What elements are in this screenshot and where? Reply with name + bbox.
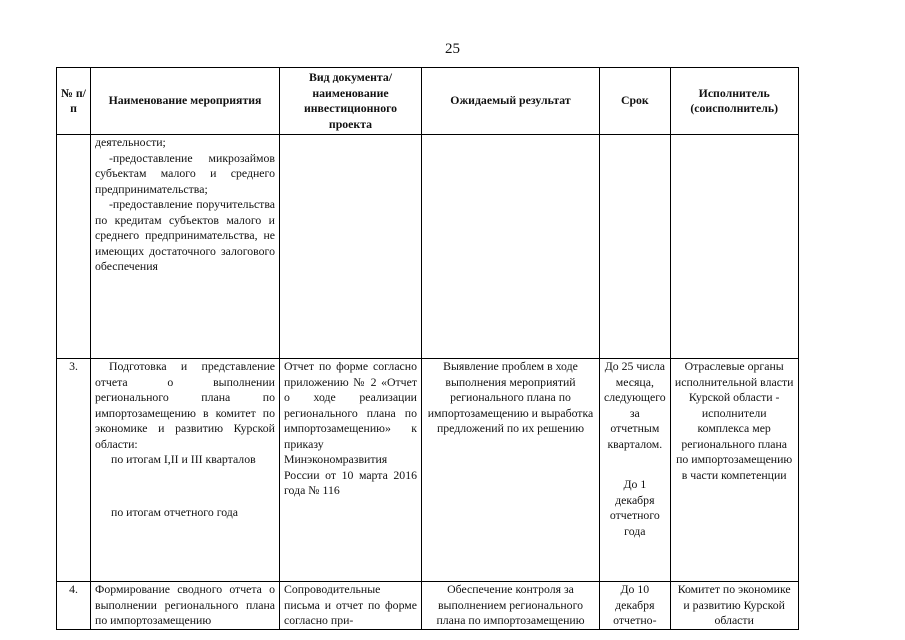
cell-result: Выявление проблем в ходе выполнения мероприятий регионального плана по импортозамещению и выработка предложений по их решению: [422, 359, 600, 582]
continuation-line: деятельности;: [95, 135, 166, 149]
header-num: № п/п: [57, 68, 91, 135]
cell-term: До 10 декабря отчетно-: [600, 582, 671, 630]
cell-executor: Отраслевые органы исполнительной власти Курской области - исполнители комплекса мер регионального плана по импортозамещению в части компетенции: [670, 359, 798, 582]
cell-result: Обеспечение контроля за выполнением регионального плана по импортозамещению: [422, 582, 600, 630]
row-number: 4.: [57, 582, 91, 630]
activity-subitem: по итогам отчетного года: [111, 504, 239, 519]
cell-doc: Сопроводительные письма и отчет по форме согласно при-: [280, 582, 422, 630]
activity-name: Подготовка и представление отчета о выполнении регионального плана по импортозамещению в комитет по экономике и развитию Курской области:: [95, 359, 275, 451]
cell-doc: Отчет по форме согласно приложению № 2 «Отчет о ходе реализации регионального плана по импортозамещению» к приказу Минэкономразвития России от 10 марта 2016 года № 116: [280, 359, 422, 582]
cell-name: Формирование сводного отчета о выполнении регионального плана по импортозамещению: [91, 582, 280, 630]
cell-name: [91, 359, 280, 582]
table-row-3: [57, 359, 799, 582]
cell-term: [600, 359, 671, 582]
cell-executor: Комитет по экономике и развитию Курской области: [670, 582, 798, 630]
cell-num: [57, 135, 91, 359]
header-result: Ожидаемый результат: [422, 68, 600, 135]
continuation-line: -предоставление микрозаймов субъектам малого и среднего предпринимательства;: [95, 150, 275, 196]
cell-doc: [280, 135, 422, 359]
continuation-line: -предоставление поручительства по кредитам субъектов малого и среднего предпринимательства, не имеющих достаточного залогового обеспечения: [95, 197, 275, 273]
cell-name: [91, 135, 280, 359]
table-row-continuation: [57, 135, 799, 359]
cell-term: [600, 135, 671, 359]
page-number: 25: [445, 41, 460, 57]
activities-table: [56, 67, 799, 630]
row-number: 3.: [57, 359, 91, 582]
term-annual: До 1 декабря отчетного года: [609, 477, 660, 538]
cell-result: [422, 135, 600, 359]
header-doc: Вид документа/ наименование инвестиционного проекта: [280, 68, 422, 135]
cell-executor: [670, 135, 798, 359]
header-name: Наименование мероприятия: [91, 68, 280, 135]
header-executor: Исполнитель (соисполнитель): [670, 68, 798, 135]
table-header-row: [57, 68, 799, 135]
header-term: Срок: [600, 68, 671, 135]
table-row-4: [57, 582, 799, 630]
term-quarterly: До 25 числа месяца, следующего за отчетным кварталом.: [604, 359, 666, 451]
activity-subitem: по итогам I,II и III кварталов: [111, 452, 256, 466]
